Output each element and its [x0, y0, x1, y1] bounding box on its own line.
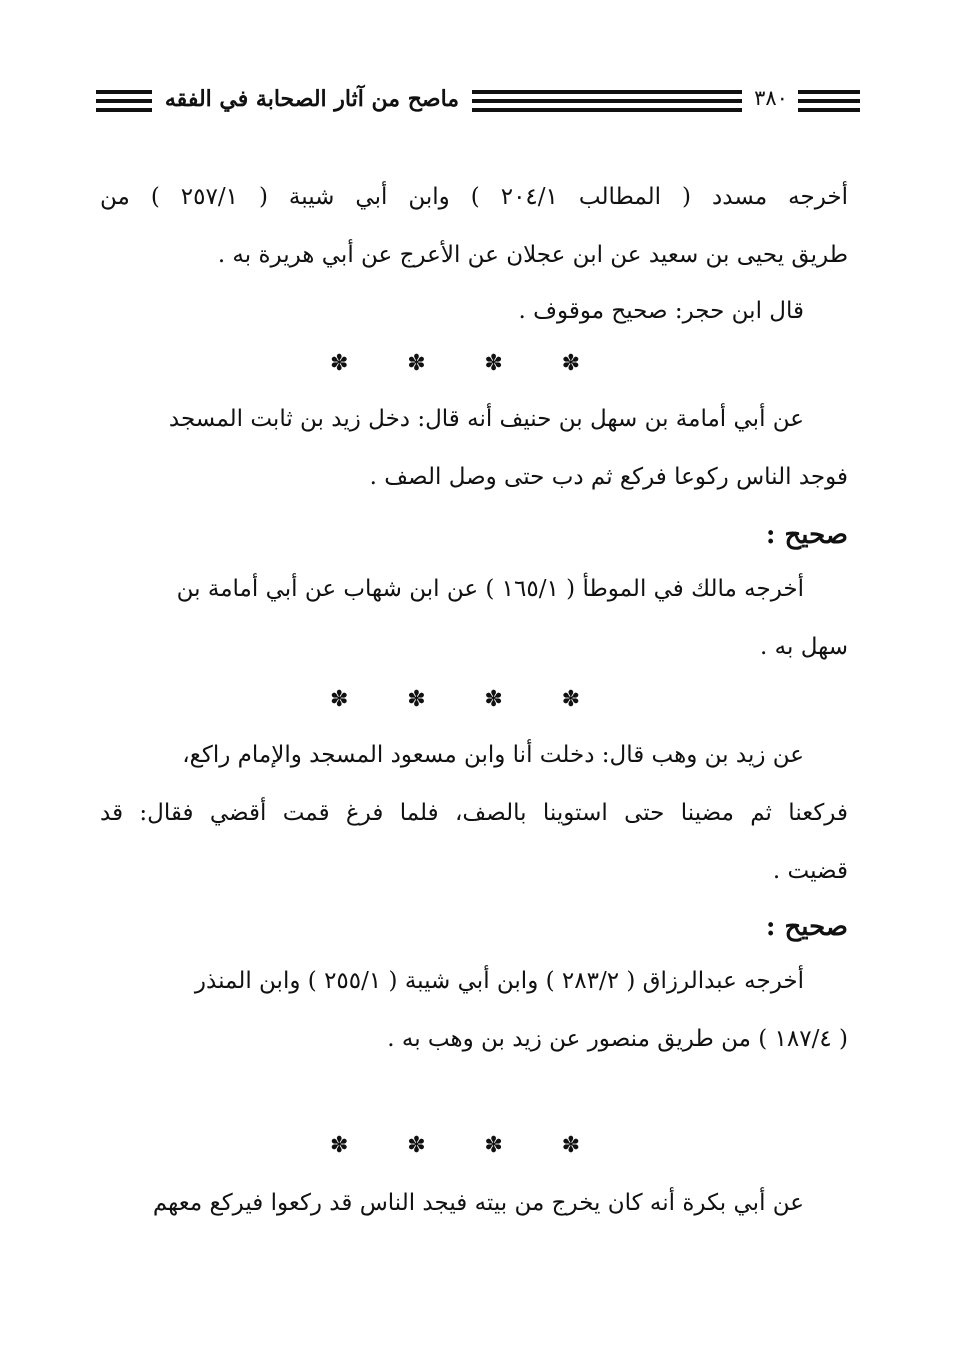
- page-number: ٣٨٠: [754, 86, 788, 110]
- star-ornament-icon: ✽: [484, 686, 503, 712]
- text-line: ( ١٨٧/٤ ) من طريق منصور عن زيد بن وهب به .: [387, 1026, 848, 1052]
- text-line: طريق يحيى بن سعيد عن ابن عجلان عن الأعرج عن أبي هريرة به .: [217, 242, 848, 268]
- header-rule-right: [798, 90, 860, 112]
- star-ornament-icon: ✽: [407, 1132, 426, 1158]
- header-rule-left: [96, 90, 152, 112]
- star-ornament-icon: ✽: [407, 350, 426, 376]
- text-line: عن زيد بن وهب قال: دخلت أنا وابن مسعود المسجد والإمام راكع،: [182, 742, 804, 768]
- star-ornament-icon: ✽: [561, 350, 580, 376]
- book-title: ماصح من آثار الصحابة في الفقه: [164, 86, 460, 112]
- text-line: أخرجه مالك في الموطأ ( ١٦٥/١ ) عن ابن شهاب عن أبي أمامة بن: [176, 576, 804, 602]
- section-separator: [330, 348, 580, 378]
- grading-heading: صحيح :: [765, 912, 848, 942]
- star-ornament-icon: ✽: [330, 686, 349, 712]
- section-separator: [330, 684, 580, 714]
- text-line: عن أبي أمامة بن سهل بن حنيف أنه قال: دخل زيد بن ثابت المسجد: [168, 406, 804, 432]
- text-line: عن أبي بكرة أنه كان يخرج من بيته فيجد الناس قد ركعوا فيركع معهم: [152, 1190, 804, 1216]
- grading-heading: صحيح :: [765, 520, 848, 550]
- header-rule-middle: [472, 90, 742, 112]
- text-line: أخرجه مسدد ( المطالب ٢٠٤/١ ) وابن أبي شيبة ( ٢٥٧/١ ) من: [100, 184, 848, 210]
- star-ornament-icon: ✽: [484, 350, 503, 376]
- text-line: فوجد الناس ركوعا فركع ثم دب حتى وصل الصف .: [369, 464, 848, 490]
- section-separator: [330, 1130, 580, 1160]
- text-line: قال ابن حجر: صحيح موقوف .: [518, 298, 804, 324]
- page-header: [96, 84, 860, 120]
- star-ornament-icon: ✽: [561, 686, 580, 712]
- star-ornament-icon: ✽: [330, 350, 349, 376]
- star-ornament-icon: ✽: [330, 1132, 349, 1158]
- text-line: قضيت .: [772, 858, 848, 884]
- star-ornament-icon: ✽: [484, 1132, 503, 1158]
- star-ornament-icon: ✽: [407, 686, 426, 712]
- star-ornament-icon: ✽: [561, 1132, 580, 1158]
- text-line: فركعنا ثم مضينا حتى استوينا بالصف، فلما فرغ قمت أقضي فقال: قد: [100, 800, 848, 826]
- text-line: سهل به .: [760, 634, 848, 660]
- text-line: أخرجه عبدالرزاق ( ٢٨٣/٢ ) وابن أبي شيبة ( ٢٥٥/١ ) وابن المنذر: [194, 968, 804, 994]
